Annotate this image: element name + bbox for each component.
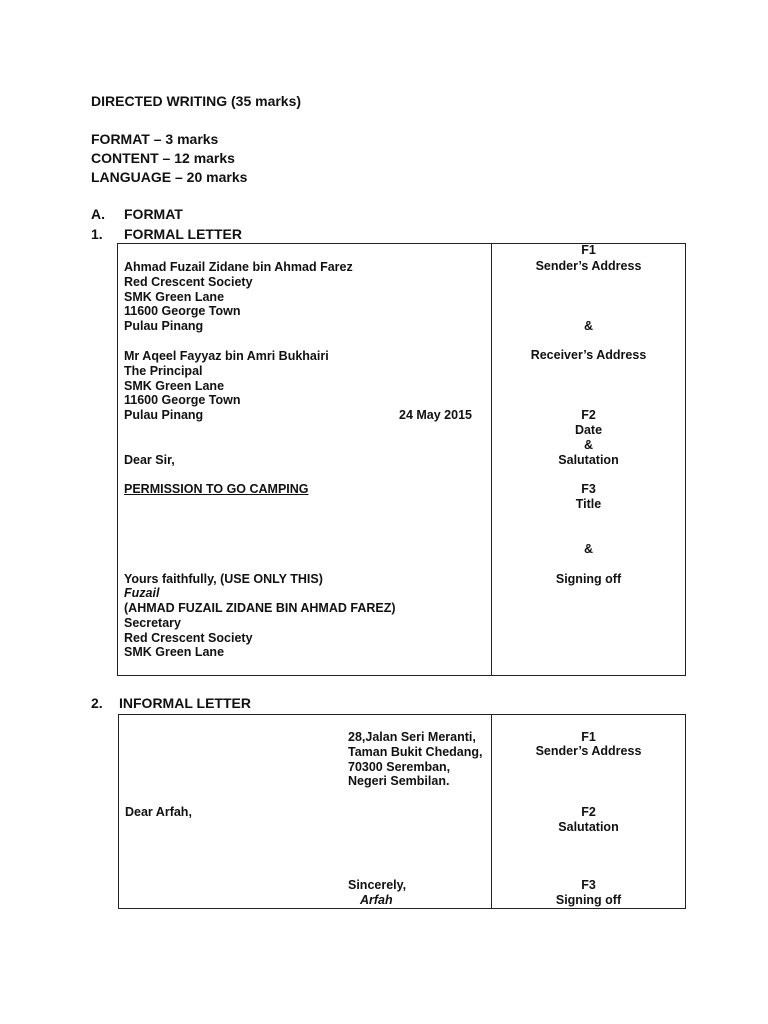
formal-note-amp-1: & — [583, 319, 594, 333]
section-a-letter: A. — [91, 206, 105, 222]
formal-number: 1. — [91, 226, 103, 242]
section-a-label: FORMAT — [124, 206, 183, 222]
informal-salutation: Dear Arfah, — [125, 805, 192, 819]
informal-address — [348, 730, 483, 789]
marks-content: CONTENT – 12 marks — [91, 150, 235, 166]
receiver-line: Pulau Pinang — [124, 408, 204, 423]
marks-format: FORMAT – 3 marks — [91, 131, 219, 147]
informal-note-salutation: Salutation — [558, 820, 619, 834]
formal-heading: FORMAL LETTER — [124, 226, 242, 242]
formal-note-salutation: Salutation — [558, 453, 619, 467]
receiver-line: The Principal — [124, 363, 203, 378]
page-title: DIRECTED WRITING (35 marks) — [91, 93, 302, 109]
sender-line: 11600 George Town — [124, 304, 241, 319]
informal-closing: Sincerely, — [348, 878, 407, 892]
receiver-line: Mr Aqeel Fayyaz bin Amri Bukhairi — [124, 349, 329, 363]
formal-sender-address — [124, 260, 353, 334]
informal-note-f1: F1 — [581, 730, 596, 744]
formal-closing: Yours faithfully, (USE ONLY THIS) — [124, 572, 323, 586]
formal-note-signing-off: Signing off — [555, 572, 622, 586]
formal-note-f2: F2 — [581, 408, 596, 422]
formal-sign-block — [124, 601, 396, 660]
address-line: Negeri Sembilan. — [348, 774, 450, 789]
receiver-line: SMK Green Lane — [124, 378, 225, 393]
address-line: Taman Bukit Chedang, — [348, 744, 483, 759]
formal-letter-title: PERMISSION TO GO CAMPING — [124, 482, 309, 496]
formal-note-receiver-address: Receiver’s Address — [530, 348, 647, 362]
sign-line: Secretary — [124, 615, 181, 630]
sign-line: Red Crescent Society — [124, 630, 253, 645]
sender-line: Red Crescent Society — [124, 274, 253, 289]
formal-note-f3: F3 — [581, 482, 596, 496]
address-line: 28,Jalan Seri Meranti, — [348, 730, 476, 744]
formal-note-sender-address: Sender’s Address — [535, 259, 642, 273]
sender-line: Ahmad Fuzail Zidane bin Ahmad Farez — [124, 260, 353, 274]
sender-line: Pulau Pinang — [124, 319, 204, 334]
formal-note-amp-3: & — [583, 542, 594, 556]
formal-note-f1: F1 — [581, 243, 596, 257]
sign-line: (AHMAD FUZAIL ZIDANE BIN AHMAD FAREZ) — [124, 601, 396, 615]
formal-note-title: Title — [575, 497, 602, 511]
sign-line: SMK Green Lane — [124, 645, 225, 660]
formal-receiver-address — [124, 349, 329, 423]
receiver-line: 11600 George Town — [124, 393, 241, 408]
marks-language: LANGUAGE – 20 marks — [91, 169, 248, 185]
informal-note-signing-off: Signing off — [555, 893, 622, 907]
formal-salutation: Dear Sir, — [124, 453, 175, 467]
informal-heading: INFORMAL LETTER — [119, 695, 251, 711]
informal-signature: Arfah — [360, 893, 393, 907]
informal-number: 2. — [91, 695, 103, 711]
address-line: 70300 Seremban, — [348, 759, 451, 774]
informal-note-sender-address: Sender’s Address — [535, 744, 642, 758]
formal-date: 24 May 2015 — [399, 408, 472, 422]
informal-note-f2: F2 — [581, 805, 596, 819]
formal-signature: Fuzail — [124, 586, 160, 600]
informal-note-f3: F3 — [581, 878, 596, 892]
formal-note-date: Date — [574, 423, 603, 437]
formal-note-amp-2: & — [583, 438, 594, 452]
sender-line: SMK Green Lane — [124, 289, 225, 304]
